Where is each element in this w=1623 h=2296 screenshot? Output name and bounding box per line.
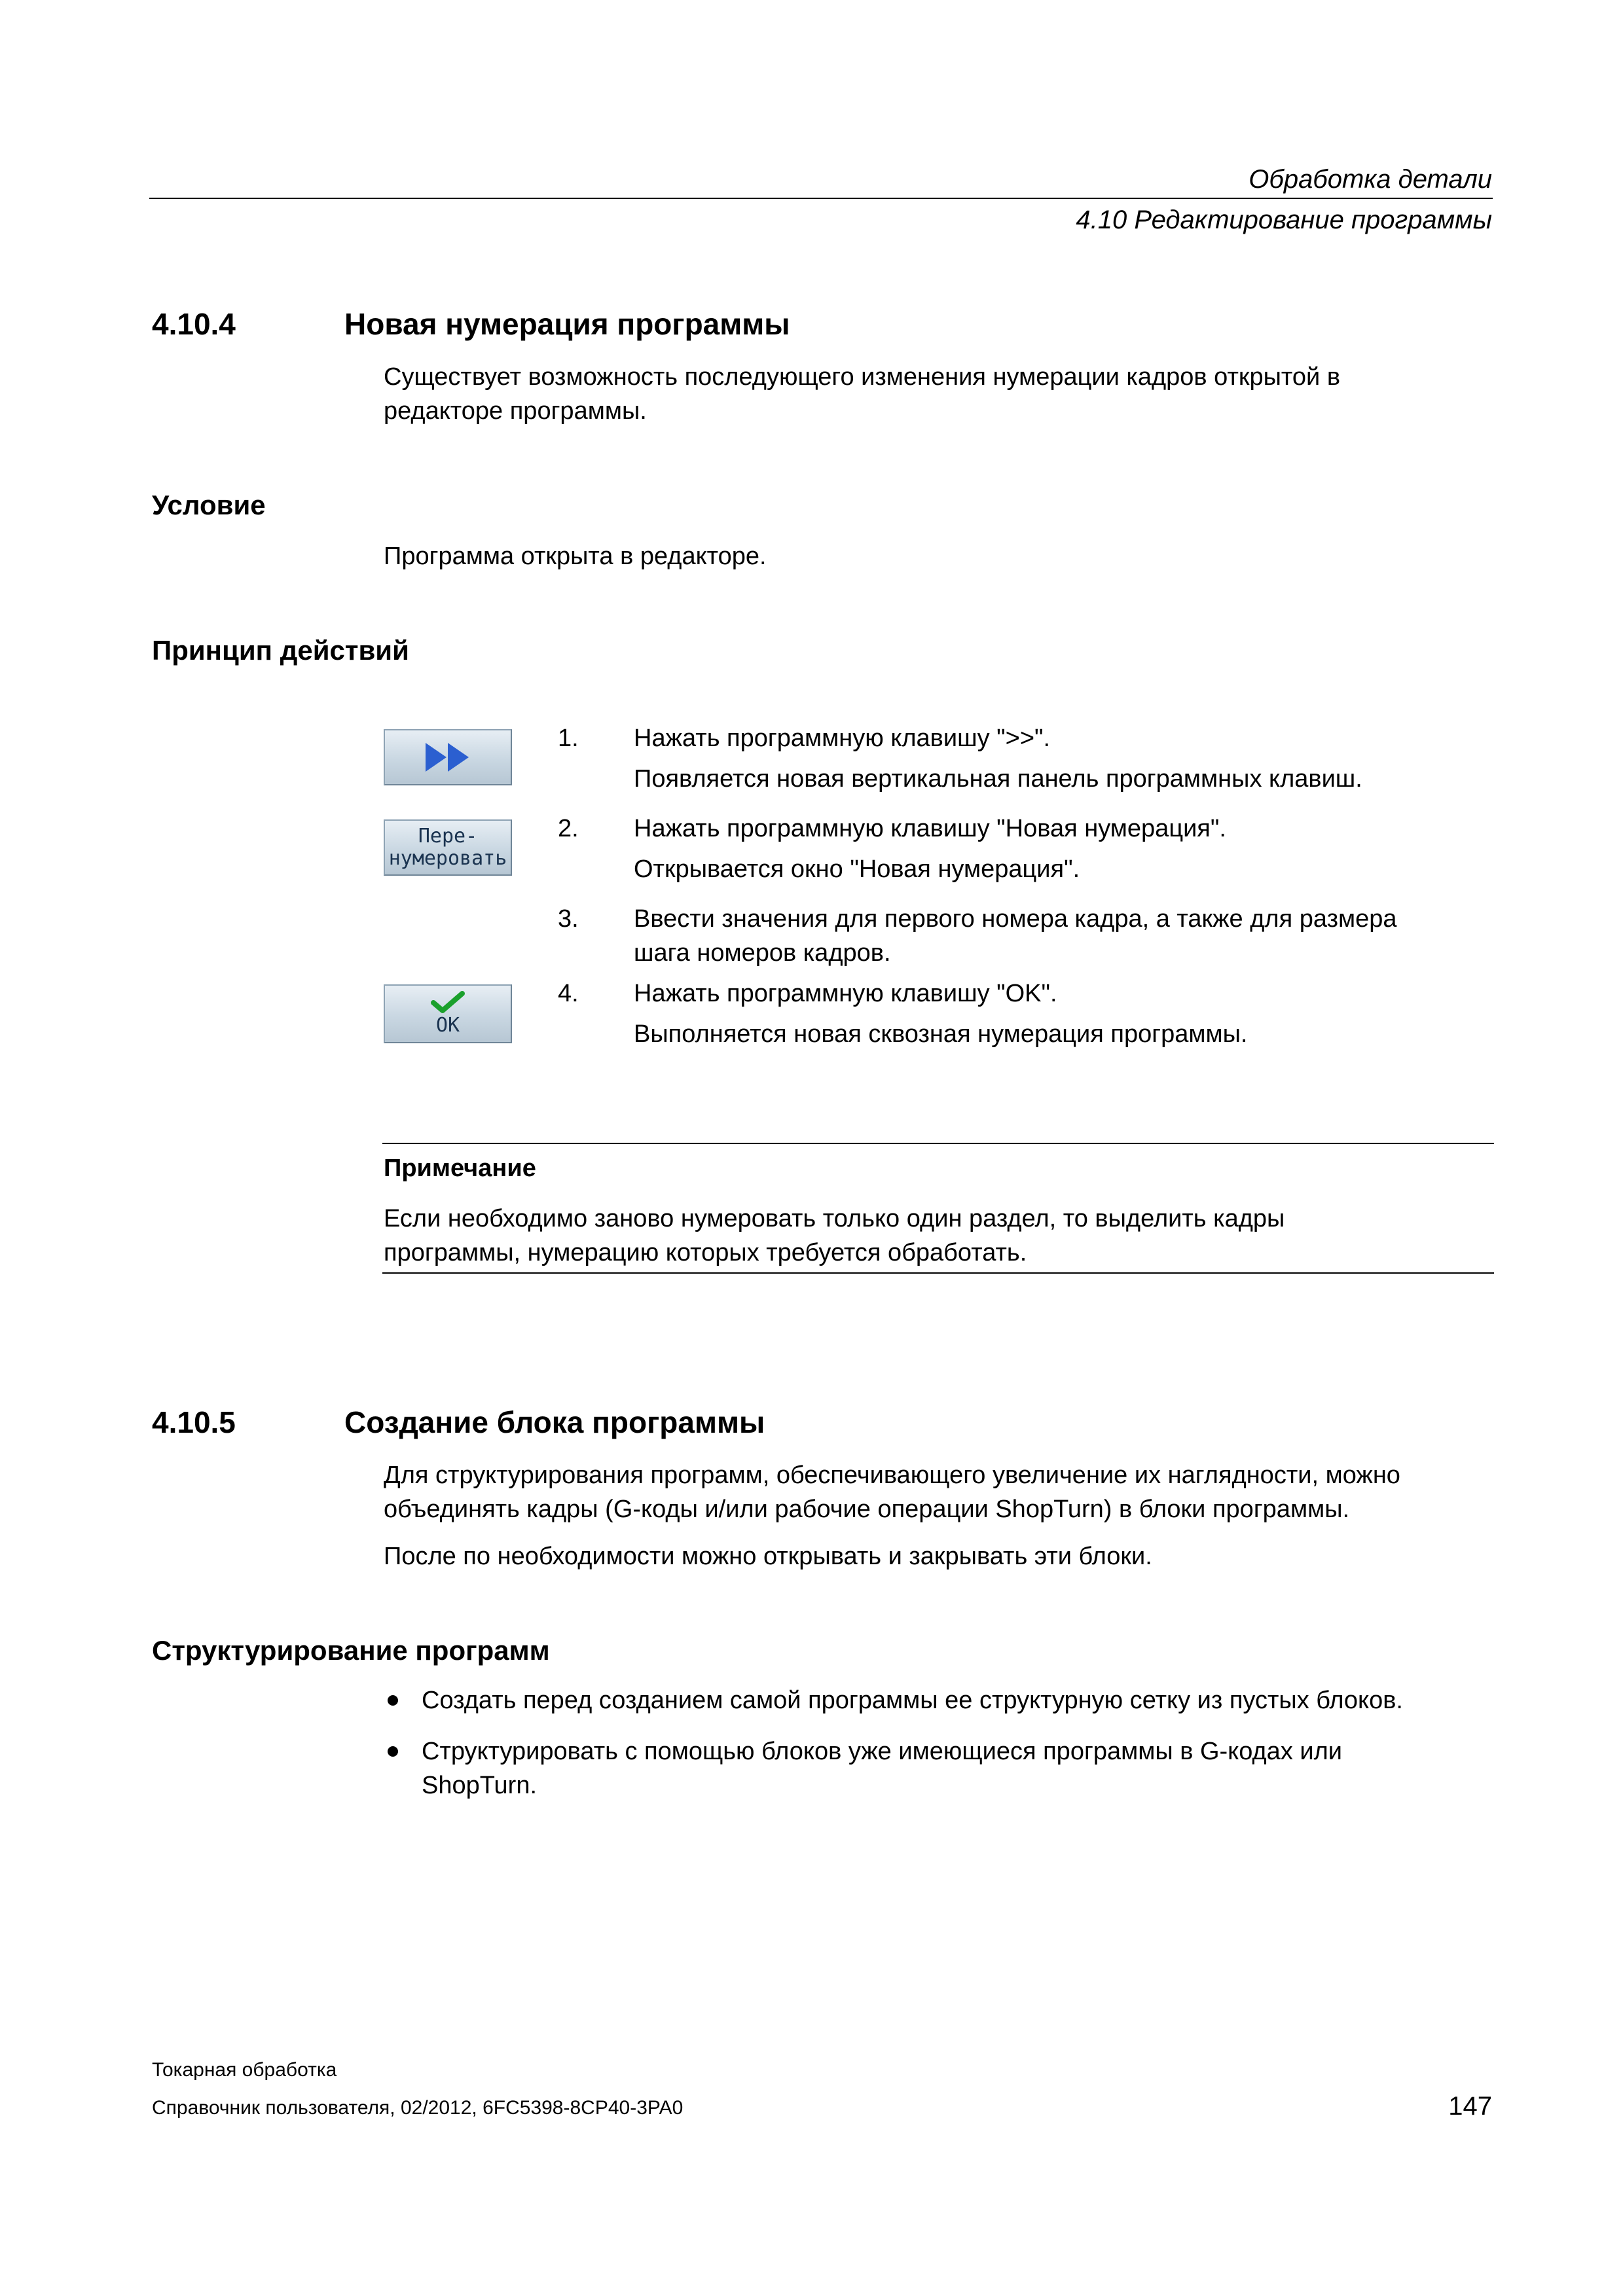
paragraph-line: Для структурирования программ, обеспечивающего увеличение их наглядности, можно	[384, 1462, 1400, 1489]
section-4-10-5-paragraph	[384, 1458, 1497, 1526]
double-forward-arrow-icon	[422, 739, 474, 776]
note-line: программы, нумерацию которых требуется обработать.	[384, 1239, 1027, 1266]
step-text: Нажать программную клавишу ">>".	[634, 725, 1051, 752]
step-number: 3.	[558, 905, 579, 933]
header-rule	[149, 198, 1493, 199]
checkmark-icon	[429, 991, 466, 1014]
step-number: 4.	[558, 980, 579, 1007]
softkey-ok-label: OK	[435, 1014, 460, 1037]
footer-doc-info: Справочник пользователя, 02/2012, 6FC5398-8CP40-3PA0	[152, 2097, 684, 2119]
section-title-4-10-5: Создание блока программы	[344, 1405, 765, 1439]
condition-text: Программа открыта в редакторе.	[384, 543, 767, 570]
note-line: Если необходимо заново нумеровать только один раздел, то выделить кадры	[384, 1205, 1285, 1232]
condition-heading: Условие	[152, 490, 266, 520]
note-top-rule	[382, 1143, 1494, 1144]
bullet-icon	[388, 1695, 398, 1706]
running-header-chapter: Обработка детали	[1249, 165, 1492, 194]
step-result: Выполняется новая сквозная нумерация программы.	[634, 1020, 1248, 1048]
step-text-continuation: шага номеров кадров.	[634, 939, 891, 967]
structuring-heading: Структурирование программ	[152, 1635, 550, 1666]
section-title-4-10-4: Новая нумерация программы	[344, 307, 790, 341]
running-header-section: 4.10 Редактирование программы	[1076, 206, 1492, 234]
note-text	[384, 1202, 1494, 1270]
softkey-ok[interactable]	[384, 984, 512, 1043]
bullet-line: ShopTurn.	[422, 1772, 538, 1799]
step-text: Нажать программную клавишу "Новая нумерация".	[634, 815, 1226, 842]
softkey-renumber[interactable]	[384, 819, 512, 876]
note-bottom-rule	[382, 1272, 1494, 1274]
paragraph-line: объединять кадры (G-коды и/или рабочие операции ShopTurn) в блоки программы.	[384, 1496, 1350, 1523]
softkey-renumber-line1: Пере-	[418, 825, 478, 848]
bullet-line: Структурировать с помощью блоков уже имеющиеся программы в G-кодах или	[422, 1738, 1342, 1765]
procedure-heading: Принцип действий	[152, 635, 409, 666]
step-result: Открывается окно "Новая нумерация".	[634, 855, 1080, 883]
step-text: Нажать программную клавишу "OK".	[634, 980, 1057, 1007]
section-4-10-5-paragraph-2: После по необходимости можно открывать и закрывать эти блоки.	[384, 1543, 1152, 1570]
bullet-item: Создать перед созданием самой программы ее структурную сетку из пустых блоков.	[422, 1687, 1403, 1714]
section-number-4-10-5: 4.10.5	[152, 1405, 236, 1439]
bullet-item	[422, 1734, 1495, 1803]
step-number: 2.	[558, 815, 579, 842]
page-number: 147	[1448, 2092, 1492, 2121]
section-number-4-10-4: 4.10.4	[152, 307, 236, 341]
step-text: Ввести значения для первого номера кадра, а также для размера	[634, 905, 1397, 933]
softkey-forward[interactable]	[384, 729, 512, 785]
note-heading: Примечание	[384, 1155, 536, 1182]
step-number: 1.	[558, 725, 579, 752]
intro-line: редакторе программы.	[384, 397, 647, 425]
footer-title: Токарная обработка	[152, 2059, 337, 2081]
intro-line: Существует возможность последующего изменения нумерации кадров открытой в	[384, 363, 1341, 391]
intro-paragraph	[384, 360, 1497, 428]
step-result: Появляется новая вертикальная панель программных клавиш.	[634, 765, 1362, 793]
bullet-icon	[388, 1746, 398, 1757]
softkey-renumber-line2: нумеровать	[388, 847, 507, 870]
